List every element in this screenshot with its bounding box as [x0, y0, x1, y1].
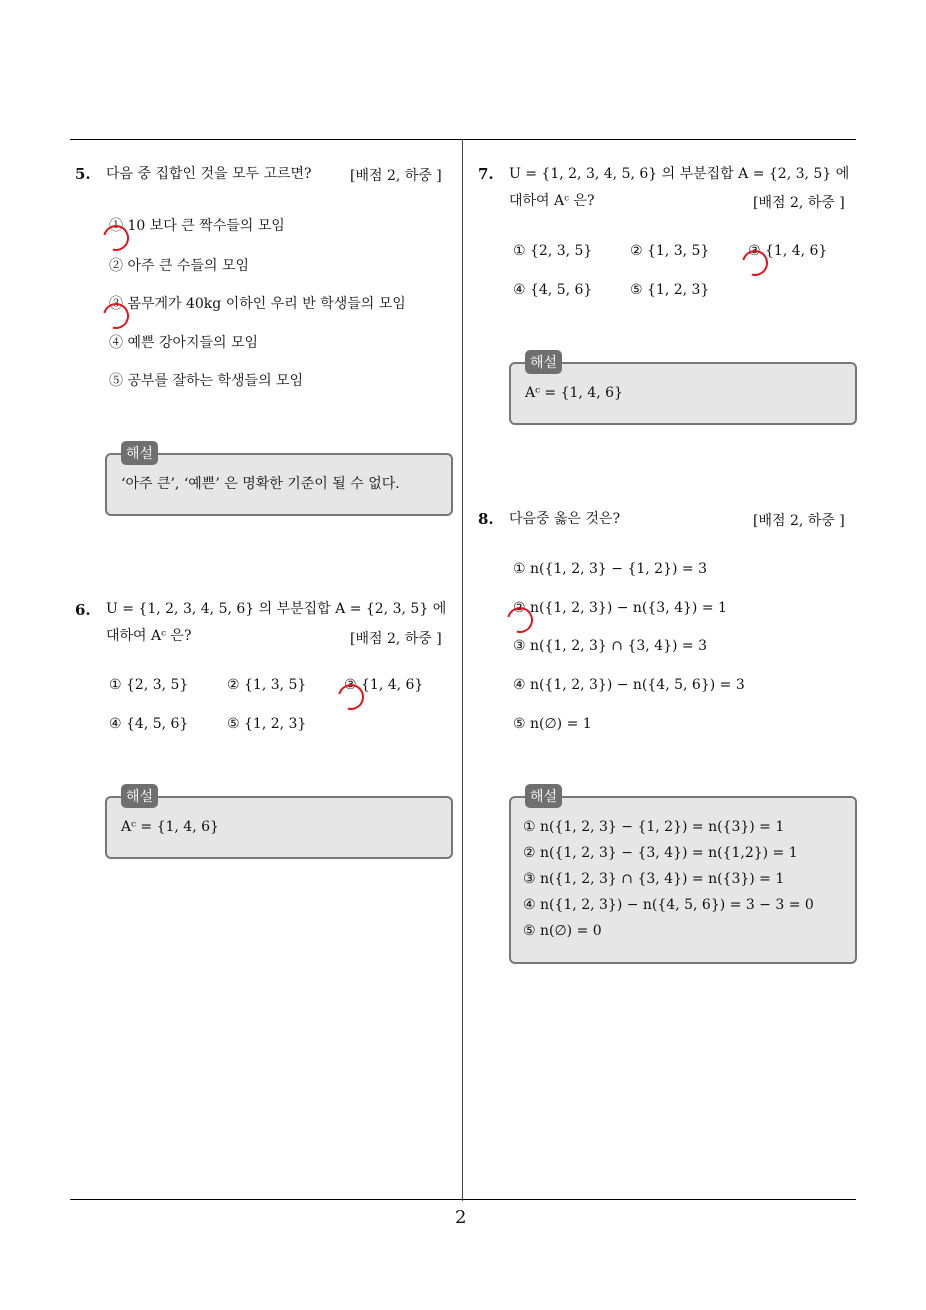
score-label: [배점 2, 하중 ]	[350, 168, 442, 184]
option-4[interactable]	[513, 282, 592, 298]
option-text: ② n({1, 2, 3}) − n({3, 4}) = 1	[513, 600, 727, 616]
question-number: 5.	[75, 165, 91, 183]
option-text: ② {1, 3, 5}	[630, 243, 710, 259]
question-number: 6.	[75, 601, 91, 619]
option-text: ④ n({1, 2, 3}) − n({4, 5, 6}) = 3	[513, 677, 745, 693]
option-text: ① 10 보다 큰 짝수들의 모임	[109, 218, 285, 234]
score-label: [배점 2, 하중 ]	[753, 513, 845, 529]
option-1[interactable]	[109, 677, 188, 693]
option-text: ⑤ {1, 2, 3}	[227, 716, 307, 732]
explanation-box	[105, 446, 453, 516]
option-4[interactable]	[513, 677, 745, 693]
question-number: 8.	[478, 510, 494, 528]
question-text: 다음중 옳은 것은?	[509, 511, 621, 527]
explanation-tag: 해설	[121, 784, 158, 808]
option-1[interactable]	[109, 215, 285, 235]
option-5[interactable]	[513, 716, 592, 732]
option-3[interactable]	[513, 638, 707, 654]
option-text: ② 아주 큰 수들의 모임	[109, 258, 249, 274]
question-text-line2: 대하여 Aᶜ 은?	[509, 193, 595, 209]
explanation-line: ⑤ n(∅) = 0	[523, 923, 602, 939]
top-rule	[70, 139, 856, 140]
score-label: [배점 2, 하중 ]	[753, 195, 845, 211]
question-text: 다음 중 집합인 것을 모두 고르면?	[106, 166, 312, 182]
question-text-line1: U = {1, 2, 3, 4, 5, 6} 의 부분집합 A = {2, 3, 5} 에	[106, 601, 447, 617]
option-4[interactable]	[109, 332, 258, 352]
option-text: ④ {4, 5, 6}	[513, 282, 593, 298]
option-text: ④ {4, 5, 6}	[109, 716, 189, 732]
option-4[interactable]	[109, 716, 188, 732]
explanation-tag: 해설	[525, 784, 562, 808]
bottom-rule	[70, 1199, 856, 1200]
score-label: [배점 2, 하중 ]	[350, 631, 442, 647]
option-3[interactable]	[344, 677, 423, 693]
question-number: 7.	[478, 165, 494, 183]
explanation-box	[509, 355, 857, 425]
explanation-line: ① n({1, 2, 3} − {1, 2}) = n({3}) = 1	[523, 819, 785, 835]
option-2[interactable]	[227, 677, 306, 693]
explanation-text: ‘아주 큰’, ‘예쁜’ 은 명확한 기준이 될 수 없다.	[121, 476, 400, 492]
option-text: ① {2, 3, 5}	[513, 243, 593, 259]
option-1[interactable]	[513, 243, 592, 259]
option-text: ① {2, 3, 5}	[109, 677, 189, 693]
question-text-line1: U = {1, 2, 3, 4, 5, 6} 의 부분집합 A = {2, 3, 5} 에	[509, 166, 850, 182]
option-2[interactable]	[630, 243, 709, 259]
explanation-line: ③ n({1, 2, 3} ∩ {3, 4}) = n({3}) = 1	[523, 871, 785, 887]
option-text: ⑤ 공부를 잘하는 학생들의 모임	[109, 373, 304, 389]
explanation-line: ② n({1, 2, 3} − {3, 4}) = n({1,2}) = 1	[523, 845, 798, 861]
option-2[interactable]	[513, 600, 727, 616]
option-3[interactable]	[109, 293, 406, 313]
option-text: ① n({1, 2, 3} − {1, 2}) = 3	[513, 561, 707, 577]
option-text: ⑤ {1, 2, 3}	[630, 282, 710, 298]
explanation-line: ④ n({1, 2, 3}) − n({4, 5, 6}) = 3 − 3 = 0	[523, 897, 814, 913]
explanation-tag: 해설	[121, 441, 158, 465]
option-5[interactable]	[630, 282, 709, 298]
explanation-box	[509, 789, 857, 964]
explanation-tag: 해설	[525, 350, 562, 374]
option-5[interactable]	[227, 716, 306, 732]
option-text: ⑤ n(∅) = 1	[513, 716, 592, 732]
option-5[interactable]	[109, 370, 303, 390]
explanation-text: Aᶜ = {1, 4, 6}	[525, 385, 623, 401]
question-text-line2: 대하여 Aᶜ 은?	[106, 628, 192, 644]
option-text: ③ {1, 4, 6}	[748, 243, 828, 259]
option-1[interactable]	[513, 561, 707, 577]
option-text: ③ 몸무게가 40kg 이하인 우리 반 학생들의 모임	[109, 296, 406, 312]
page-number: 2	[455, 1207, 467, 1228]
option-text: ③ n({1, 2, 3} ∩ {3, 4}) = 3	[513, 638, 707, 654]
explanation-box	[105, 789, 453, 859]
option-3[interactable]	[748, 243, 827, 259]
explanation-lines	[523, 814, 814, 944]
option-text: ② {1, 3, 5}	[227, 677, 307, 693]
option-text: ③ {1, 4, 6}	[344, 677, 424, 693]
column-divider	[462, 139, 463, 1201]
option-text: ④ 예쁜 강아지들의 모임	[109, 335, 259, 351]
explanation-text: Aᶜ = {1, 4, 6}	[121, 819, 219, 835]
option-2[interactable]	[109, 255, 249, 275]
